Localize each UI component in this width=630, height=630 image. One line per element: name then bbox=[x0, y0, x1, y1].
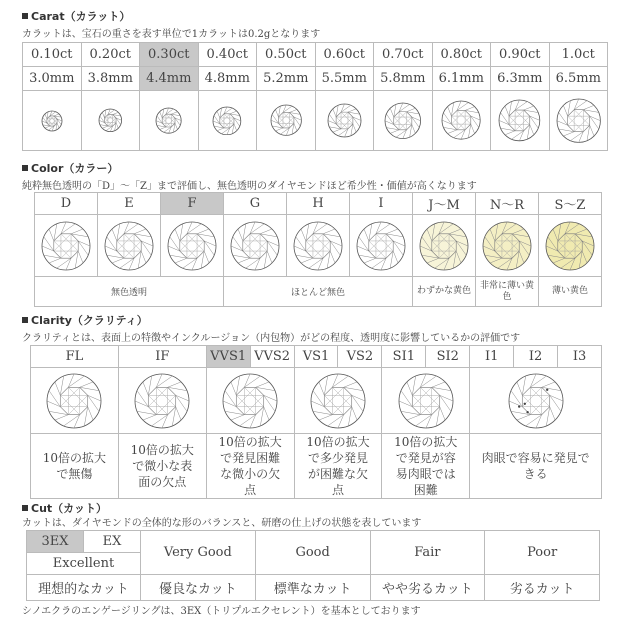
color-description: 純粋無色透明の「D」～「Z」まで評価し、無色透明のダイヤモンドほど希少性・価値が高くなります bbox=[22, 181, 477, 192]
cut-table bbox=[26, 530, 600, 601]
carat-size-9: 6.5mm bbox=[549, 67, 608, 91]
clarity-note-5: 肉眼で容易に発見できる bbox=[470, 434, 602, 499]
carat-size-5: 5.5mm bbox=[315, 67, 374, 91]
clarity-grade-vvs1: VVS1 bbox=[206, 346, 250, 368]
carat-diamond-0 bbox=[23, 91, 82, 151]
carat-size-8: 6.3mm bbox=[491, 67, 550, 91]
color-grade-5: I bbox=[350, 193, 413, 215]
carat-diamond-7 bbox=[432, 91, 491, 151]
clarity-note-3: 10倍の拡大で多少発見が困難な欠点 bbox=[294, 434, 382, 499]
clarity-grade-vs1: VS1 bbox=[294, 346, 338, 368]
color-group-4: 薄い黄色 bbox=[539, 277, 602, 307]
cut-title: Cut（カット） bbox=[22, 500, 107, 516]
cut-grade-very-good: Very Good bbox=[141, 531, 256, 575]
carat-weight-2: 0.30ct bbox=[140, 43, 199, 67]
carat-weight-8: 0.90ct bbox=[491, 43, 550, 67]
carat-diamond-3 bbox=[198, 91, 257, 151]
color-diamond-4 bbox=[287, 215, 350, 277]
clarity-note-2: 10倍の拡大で発見困難な微小の欠点 bbox=[206, 434, 294, 499]
carat-diamond-5 bbox=[315, 91, 374, 151]
color-table bbox=[34, 192, 602, 307]
clarity-grade-si1: SI1 bbox=[382, 346, 426, 368]
color-grade-3: G bbox=[224, 193, 287, 215]
carat-diamond-1 bbox=[81, 91, 140, 151]
carat-size-7: 6.1mm bbox=[432, 67, 491, 91]
carat-weight-0: 0.10ct bbox=[23, 43, 82, 67]
color-diamond-2 bbox=[161, 215, 224, 277]
cut-desc-poor: 劣るカット bbox=[485, 575, 600, 601]
clarity-description: クラリティとは、表面上の特徴やインクルージョン（内包物）がどの程度、透明度に影響しているかの評価です bbox=[22, 333, 521, 344]
color-group-3: 非常に薄い黄色 bbox=[476, 277, 539, 307]
carat-diamond-4 bbox=[257, 91, 316, 151]
clarity-diamond-5 bbox=[470, 368, 602, 434]
carat-diamond-2 bbox=[140, 91, 199, 151]
clarity-diamond-4 bbox=[382, 368, 470, 434]
clarity-grade-vvs2: VVS2 bbox=[250, 346, 294, 368]
clarity-grade-vs2: VS2 bbox=[338, 346, 382, 368]
color-group-1: ほとんど無色 bbox=[224, 277, 413, 307]
cut-grade-ex: EX bbox=[84, 531, 141, 553]
clarity-note-0: 10倍の拡大で無傷 bbox=[31, 434, 119, 499]
clarity-note-1: 10倍の拡大で微小な表面の欠点 bbox=[118, 434, 206, 499]
carat-weight-1: 0.20ct bbox=[81, 43, 140, 67]
color-title: Color（カラー） bbox=[22, 160, 118, 176]
cut-desc-excellent: 理想的なカット bbox=[27, 575, 141, 601]
cut-desc-good: 標準なカット bbox=[255, 575, 370, 601]
carat-diamond-6 bbox=[374, 91, 433, 151]
color-grade-6: J～M bbox=[413, 193, 476, 215]
cut-grade-3ex: 3EX bbox=[27, 531, 84, 553]
clarity-grade-i1: I1 bbox=[470, 346, 514, 368]
cut-desc-very-good: 優良なカット bbox=[141, 575, 256, 601]
clarity-grade-if: IF bbox=[118, 346, 206, 368]
carat-weight-3: 0.40ct bbox=[198, 43, 257, 67]
clarity-grade-i2: I2 bbox=[514, 346, 558, 368]
carat-size-2: 4.4mm bbox=[140, 67, 199, 91]
color-grade-7: N～R bbox=[476, 193, 539, 215]
clarity-diamond-3 bbox=[294, 368, 382, 434]
color-diamond-6 bbox=[413, 215, 476, 277]
color-grade-1: E bbox=[98, 193, 161, 215]
color-grade-4: H bbox=[287, 193, 350, 215]
color-grade-8: S～Z bbox=[539, 193, 602, 215]
cut-description: カットは、ダイヤモンドの全体的な形のバランスと、研磨の仕上げの状態を表しています bbox=[22, 518, 422, 529]
carat-weight-9: 1.0ct bbox=[549, 43, 608, 67]
color-group-2: わずかな黄色 bbox=[413, 277, 476, 307]
clarity-diamond-2 bbox=[206, 368, 294, 434]
color-grade-2: F bbox=[161, 193, 224, 215]
clarity-grade-i3: I3 bbox=[558, 346, 602, 368]
color-diamond-1 bbox=[98, 215, 161, 277]
carat-weight-4: 0.50ct bbox=[257, 43, 316, 67]
carat-size-0: 3.0mm bbox=[23, 67, 82, 91]
cut-footer: シノエクラのエンゲージリングは、3EX（トリプルエクセレント）を基本としております bbox=[22, 606, 421, 617]
color-diamond-0 bbox=[35, 215, 98, 277]
carat-description: カラットは、宝石の重さを表す単位で1カラットは0.2gとなります bbox=[22, 29, 321, 40]
color-diamond-5 bbox=[350, 215, 413, 277]
clarity-table bbox=[30, 345, 602, 499]
cut-grade-excellent: Excellent bbox=[27, 553, 141, 575]
carat-size-1: 3.8mm bbox=[81, 67, 140, 91]
color-grade-0: D bbox=[35, 193, 98, 215]
clarity-note-4: 10倍の拡大で発見が容易肉眼では困難 bbox=[382, 434, 470, 499]
color-diamond-3 bbox=[224, 215, 287, 277]
clarity-title: Clarity（クラリティ） bbox=[22, 312, 148, 328]
color-group-0: 無色透明 bbox=[35, 277, 224, 307]
carat-size-4: 5.2mm bbox=[257, 67, 316, 91]
cut-grade-poor: Poor bbox=[485, 531, 600, 575]
cut-desc-fair: やや劣るカット bbox=[370, 575, 485, 601]
carat-weight-6: 0.70ct bbox=[374, 43, 433, 67]
carat-weight-5: 0.60ct bbox=[315, 43, 374, 67]
carat-size-6: 5.8mm bbox=[374, 67, 433, 91]
carat-diamond-8 bbox=[491, 91, 550, 151]
carat-weight-7: 0.80ct bbox=[432, 43, 491, 67]
carat-diamond-9 bbox=[549, 91, 608, 151]
clarity-grade-fl: FL bbox=[31, 346, 119, 368]
color-diamond-7 bbox=[476, 215, 539, 277]
color-diamond-8 bbox=[539, 215, 602, 277]
clarity-grade-si2: SI2 bbox=[426, 346, 470, 368]
carat-title: Carat（カラット） bbox=[22, 8, 130, 24]
clarity-diamond-1 bbox=[118, 368, 206, 434]
cut-grade-good: Good bbox=[255, 531, 370, 575]
carat-size-3: 4.8mm bbox=[198, 67, 257, 91]
clarity-diamond-0 bbox=[31, 368, 119, 434]
cut-grade-fair: Fair bbox=[370, 531, 485, 575]
carat-table bbox=[22, 42, 608, 151]
